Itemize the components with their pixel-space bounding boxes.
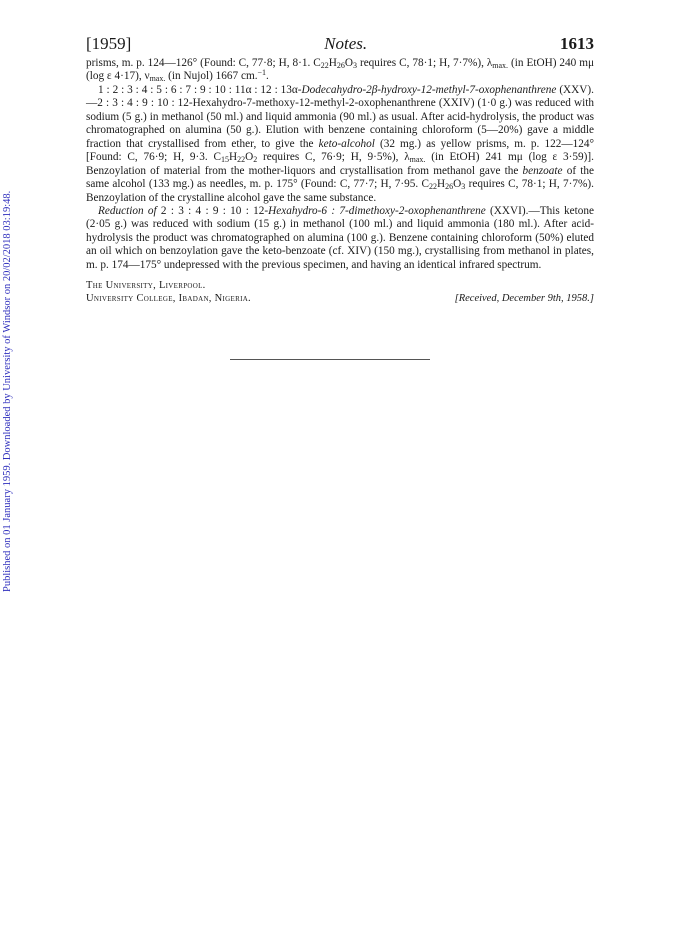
subscript: 22 (320, 61, 329, 70)
text-run: (in EtOH) 240 mμ (log ε 4·17), ν (86, 57, 594, 83)
text-run: requires C, 78·1; H, 7·7%). Benzoylation of the crystalline alcohol gave the same substance. (86, 178, 594, 204)
compound-name: keto-alcohol (318, 137, 375, 150)
text-run: H (328, 57, 337, 69)
subscript: 15 (220, 155, 229, 165)
received-date: [Received, December 9th, 1958.] (454, 292, 594, 304)
paragraph-3 (86, 205, 594, 272)
text-run: O (453, 178, 462, 191)
compound-name: Dodecahydro-2β-hydroxy-12-methyl-7-oxophenanthrene (301, 83, 557, 96)
text-run: of the same alcohol (133 mg.) as needles, m. p. 175° (Found: C, 77·7; H, 7·95. C (86, 164, 594, 191)
compound-name: Hexahydro-6 : 7-dimethoxy-2-oxophenanthrene (268, 204, 486, 217)
section-lead: Reduction of (98, 204, 157, 217)
text-run: . (266, 70, 269, 83)
text-run: (32 mg.) as yellow prisms, m. p. 122—124° [Found: C, 76·9; H, 9·3. C (86, 137, 594, 164)
page (86, 34, 594, 305)
subscript: max. (149, 74, 166, 84)
text-run: O (344, 57, 353, 69)
subscript: 26 (445, 182, 454, 192)
header-title: Notes. (324, 34, 368, 53)
article-body (86, 57, 594, 272)
paragraph-1 (86, 57, 594, 84)
text-run: (in Nujol) 1667 cm. (165, 70, 258, 83)
affiliation-1: The University, Liverpool. (86, 280, 206, 292)
subscript: 22 (237, 155, 246, 165)
text-run: requires C, 78·1; H, 7·7%), λ (357, 57, 493, 69)
subscript: 2 (253, 155, 258, 165)
paragraph-2 (86, 84, 594, 205)
text-run: (in EtOH) 241 mμ (log ε 3·59)]. Benzoylation of material from the mother-liquors and crystallisation from methanol gave the (86, 151, 594, 177)
text-run: H (437, 178, 446, 191)
running-header (86, 34, 594, 54)
text-run: H (228, 151, 238, 164)
text-run: 2 : 3 : 4 : 9 : 10 : 12- (156, 204, 269, 217)
header-year: [1959] (86, 34, 132, 53)
download-watermark (0, 0, 20, 935)
subscript: 22 (429, 182, 438, 192)
text-run: 1 : 2 : 3 : 4 : 5 : 6 : 7 : 9 : 10 : 11α : 12 : 13α- (98, 83, 302, 96)
text-run: prisms, m. p. 124—126° (Found: C, 77·8; H, 8·1. C (86, 57, 321, 69)
text-run: (XXV).—2 : 3 : 4 : 9 : 10 : 12-Hexahydro-7-methoxy-12-methyl-2-oxophenanthrene (XXIV) (1·0 g.) was reduced with sodium (5 g.) in methanol (50 ml.) and liquid ammonia (90 ml.) as usual. After acid-hydrolysis, the product was chromatographed on alumina (50 g.). Elution with benzene containing chloroform (5—20%) gave a middle fraction that crystallised from ether, to give the (86, 83, 594, 150)
section-divider (230, 359, 430, 360)
text-run: O (245, 151, 254, 164)
subscript: max. (409, 155, 426, 165)
affiliation-2: University College, Ibadan, Nigeria. (86, 292, 251, 304)
subscript: max. (492, 61, 509, 70)
subscript: 3 (353, 61, 357, 70)
compound-name: benzoate (522, 164, 563, 177)
affiliation-block (86, 280, 594, 305)
subscript: 26 (336, 61, 345, 70)
superscript: −1 (257, 68, 267, 78)
text-run: requires C, 76·9; H, 9·5%), λ (257, 151, 410, 164)
page-number: 1613 (560, 34, 594, 53)
subscript: 3 (461, 182, 466, 192)
text-run: (XXVI).—This ketone (2·05 g.) was reduced with sodium (15 g.) in methanol (100 ml.) and liquid ammonia (180 ml.). After acid-hydrolysis the product was chromatographed on alumina (100 g.). Benzene containing chloroform (50%) eluted an oil which on benzoylation gave the keto-benzoate (cf. XIV) (150 mg.), crystallising from methanol in plates, m. p. 174—175° undepressed with the previous specimen, and having an identical infrared spectrum. (86, 204, 594, 271)
download-watermark-text: Published on 01 January 1959. Downloaded by University of Windsor on 20/02/2018 03:19:48. (2, 190, 13, 592)
